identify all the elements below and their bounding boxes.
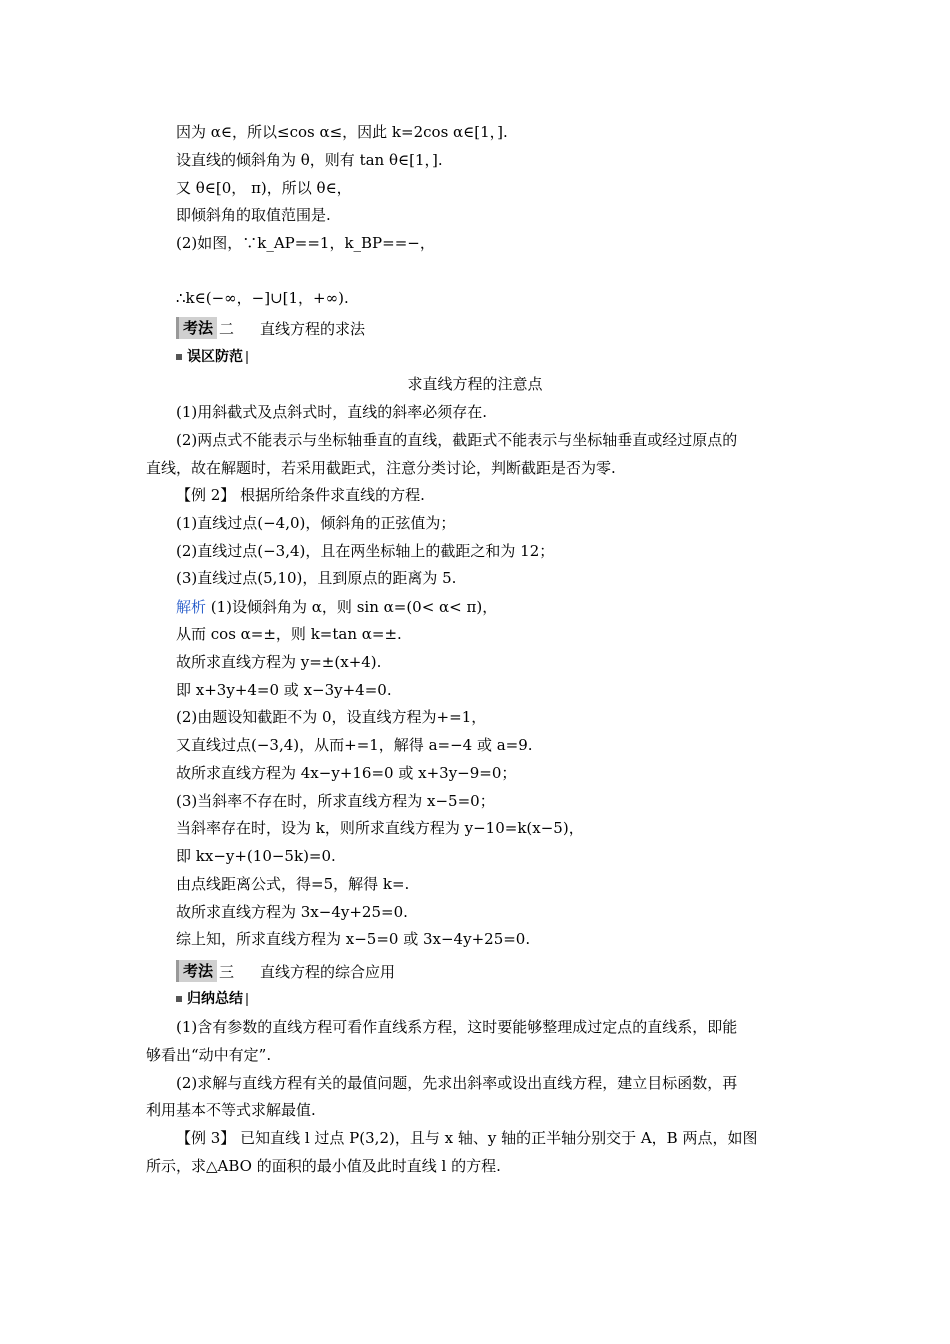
text-line: (2)直线过点(−3,4)，且在两坐标轴上的截距之和为 12； <box>176 542 555 560</box>
box-heading <box>176 988 248 1010</box>
section-tag: 考法 <box>176 960 217 982</box>
square-bullet-icon <box>176 996 182 1002</box>
text-line: 够看出“动中有定”. <box>146 1046 272 1064</box>
square-bullet-icon <box>176 354 182 360</box>
text-line: 即 x+3y+4=0 或 x−3y+4=0. <box>176 681 392 699</box>
box-label: 归纳总结 <box>187 991 243 1007</box>
section-tag: 考法 <box>176 317 217 339</box>
text-line: 即 kx−y+(10−5k)=0. <box>176 847 336 865</box>
text-line: 即倾斜角的取值范围是. <box>176 206 331 224</box>
text-line: 又 θ∈[0， π)，所以 θ∈， <box>176 179 352 197</box>
text-line: 当斜率存在时，设为 k，则所求直线方程为 y−10=k(x−5)， <box>176 819 584 837</box>
text-line: 又直线过点(−3,4)，从而+=1，解得 a=−4 或 a=9. <box>176 736 533 754</box>
section-number: 三 <box>219 962 235 981</box>
text-line: 利用基本不等式求解最值. <box>146 1101 316 1119</box>
section-heading-2 <box>176 316 365 340</box>
text-line: 综上知，所求直线方程为 x−5=0 或 3x−4y+25=0. <box>176 930 531 948</box>
solution-first-line <box>176 596 497 618</box>
section-heading-3 <box>176 959 395 983</box>
text-line: 因为 α∈，所以≤cos α≤，因此 k=2cos α∈[1，]. <box>176 123 508 141</box>
text-line: 故所求直线方程为 y=±(x+4). <box>176 653 382 671</box>
solution-label: 解析 <box>176 598 207 616</box>
text-line: 所示，求△ABO 的面积的最小值及此时直线 l 的方程. <box>146 1157 501 1175</box>
text-line: 直线，故在解题时，若采用截距式，注意分类讨论，判断截距是否为零. <box>146 459 616 477</box>
text-line: 从而 cos α=±，则 k=tan α=±. <box>176 625 402 643</box>
text-line: (3)当斜率不存在时，所求直线方程为 x−5=0； <box>176 792 495 810</box>
example-head: 【例 2】 根据所给条件求直线的方程. <box>176 486 425 504</box>
text-line: 设直线的倾斜角为 θ，则有 tan θ∈[1，]. <box>176 151 443 169</box>
bar-icon <box>246 351 248 364</box>
box-heading <box>176 346 248 368</box>
solution-text: (1)设倾斜角为 α，则 sin α=(0< α< π)， <box>206 598 498 616</box>
text-line: ∴k∈(−∞，−]∪[1，+∞). <box>176 289 349 307</box>
text-line: (2)求解与直线方程有关的最值问题，先求出斜率或设出直线方程，建立目标函数，再 <box>176 1074 738 1092</box>
section-title: 直线方程的求法 <box>260 319 366 338</box>
text-line: (1)用斜截式及点斜式时，直线的斜率必须存在. <box>176 403 488 421</box>
example-head: 【例 3】 已知直线 l 过点 P(3,2)，且与 x 轴、y 轴的正半轴分别交于 A，B 两点，如图 <box>176 1129 758 1147</box>
text-line: (1)直线过点(−4,0)，倾斜角的正弦值为； <box>176 514 456 532</box>
text-line: 故所求直线方程为 4x−y+16=0 或 x+3y−9=0； <box>176 764 517 782</box>
text-line: (2)由题设知截距不为 0，设直线方程为+=1， <box>176 708 487 726</box>
text-line: 由点线距离公式，得=5，解得 k=. <box>176 875 410 893</box>
text-line: (2)两点式不能表示与坐标轴垂直的直线，截距式不能表示与坐标轴垂直或经过原点的 <box>176 431 738 449</box>
text-line: 故所求直线方程为 3x−4y+25=0. <box>176 903 408 921</box>
note-title: 求直线方程的注意点 <box>407 375 543 393</box>
text-line: (3)直线过点(5,10)，且到原点的距离为 5. <box>176 569 457 587</box>
box-label: 误区防范 <box>187 349 243 365</box>
text-line: (1)含有参数的直线方程可看作直线系方程，这时要能够整理成过定点的直线系，即能 <box>176 1018 738 1036</box>
text-line: (2)如图，∵k_AP==1，k_BP==−， <box>176 234 435 252</box>
section-number: 二 <box>219 319 235 338</box>
section-title: 直线方程的综合应用 <box>260 962 396 981</box>
bar-icon <box>246 993 248 1006</box>
